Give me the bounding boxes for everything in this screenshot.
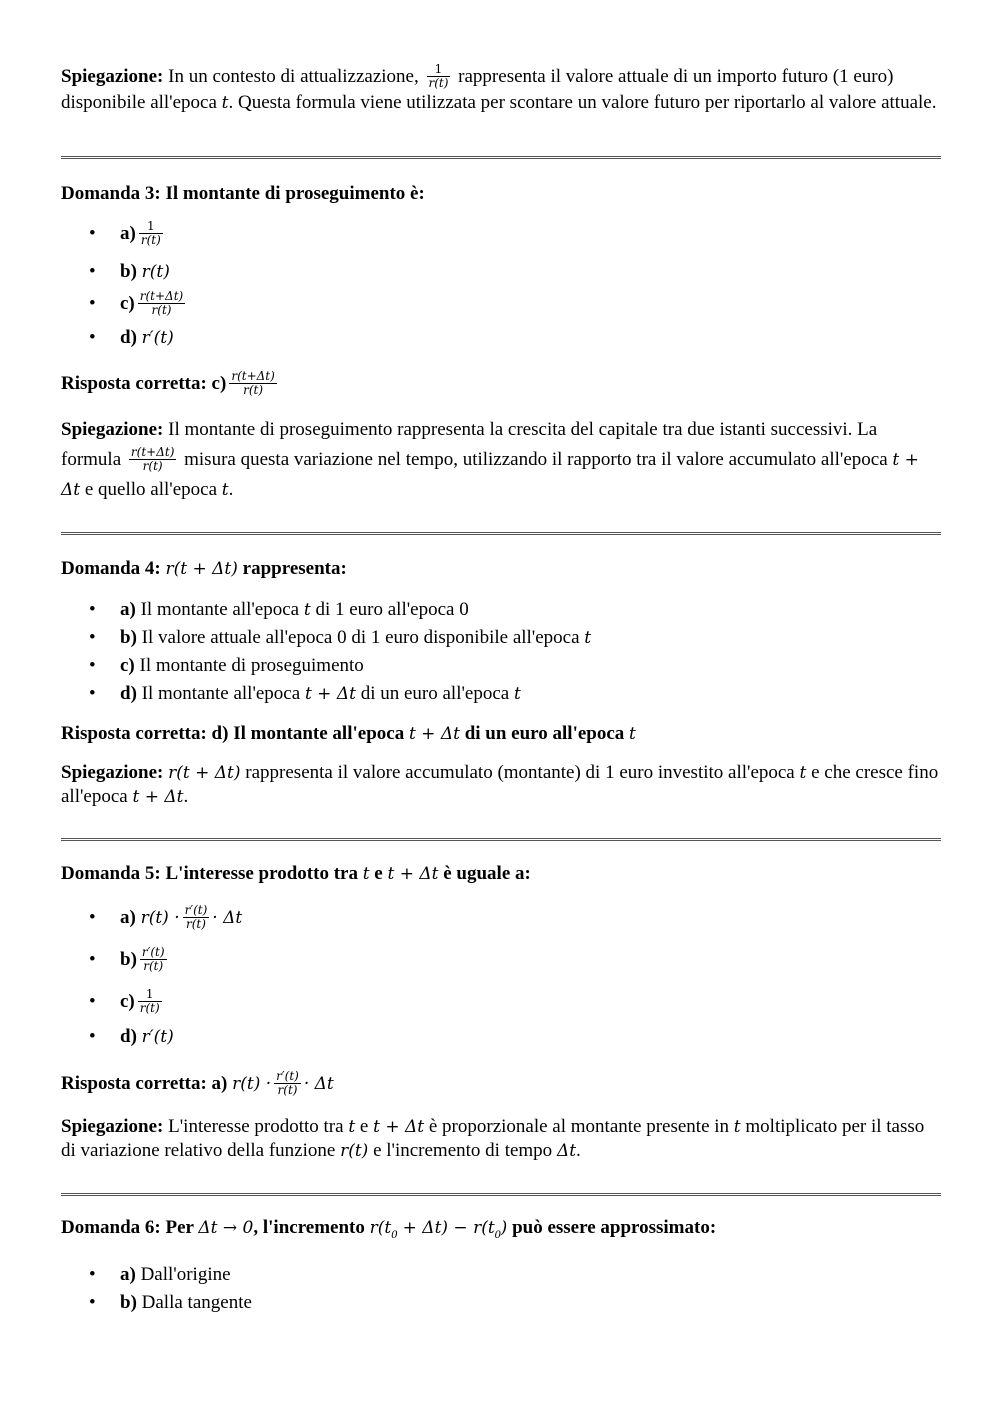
section-divider — [61, 156, 941, 159]
option-c: • c) Il montante di proseguimento — [61, 654, 941, 682]
option-d: • d) r′(t) — [61, 1022, 941, 1052]
section-divider — [61, 532, 941, 535]
question-3-options — [61, 219, 941, 353]
section-divider — [61, 1193, 941, 1196]
correct-answer-q3: Risposta corretta: c) $\frac{r(t+\Delta t)}{r(t)}$ — [61, 369, 275, 398]
option-d: • d) Il montante all'epoca t + Δt di un euro all'epoca t — [61, 682, 941, 710]
question-5-options — [61, 900, 941, 1052]
question-6-title: Domanda 6: Per Δt → 0, l'incremento $r(t_0 + \Delta t) - r(t_0)$ può essere approssimato: — [61, 1217, 717, 1241]
explanation-paragraph-q5: Spiegazione: L'interesse prodotto tra t e t + Δt è proporzionale al montante presente in t moltiplicato per il tasso di variazione relativo della funzione r(t) e l'incremento di tempo Δt. — [61, 1116, 925, 1161]
option-b: • b) Dalla tangente — [61, 1291, 941, 1319]
correct-answer-q4: Risposta corretta: d) Il montante all'epoca t + Δt di un euro all'epoca t — [61, 723, 636, 744]
option-a: • a) Il montante all'epoca t di 1 euro all'epoca 0 — [61, 598, 941, 626]
option-a: • a) $\frac{1}{r(t)}$ — [61, 219, 941, 255]
fraction: $\frac{1}{r(t)}$ — [428, 62, 449, 90]
option-b: • b) r(t) — [61, 255, 941, 289]
option-c: • c) $\frac{1}{r(t)}$ — [61, 984, 941, 1022]
question-4-title: Domanda 4: r(t + Δt) rappresenta: — [61, 558, 347, 579]
explanation-label: Spiegazione: — [61, 65, 164, 87]
option-a: • a) Dall'origine — [61, 1263, 941, 1291]
option-b: • b) $\frac{r'(t)}{r(t)}$ — [61, 942, 941, 984]
option-b: • b) Il valore attuale all'epoca 0 di 1 euro disponibile all'epoca t — [61, 626, 941, 654]
option-d: • d) r′(t) — [61, 323, 941, 353]
section-divider — [61, 838, 941, 841]
question-6-options — [61, 1263, 941, 1319]
explanation-paragraph-q4: Spiegazione: r(t + Δt) rappresenta il valore accumulato (montante) di 1 euro investito all'epoca t e che cresce fino all'epoca t + Δt. — [61, 762, 939, 807]
document-page — [61, 60, 941, 1319]
question-4-options — [61, 598, 941, 710]
option-a: • a) r(t) · $\frac{r'(t)}{r(t)}$ · Δt — [61, 900, 941, 942]
question-3-title: Domanda 3: Il montante di proseguimento è: — [61, 183, 425, 204]
question-5-title: Domanda 5: L'interesse prodotto tra t e t + Δt è uguale a: — [61, 863, 531, 884]
correct-answer-q5: Risposta corretta: a) r(t) · $\frac{r'(t)}{r(t)}$ · Δt — [61, 1069, 334, 1098]
option-c: • c) $\frac{r(t+\Delta t)}{r(t)}$ — [61, 289, 941, 323]
explanation-paragraph-q2: Spiegazione: In un contesto di attualizzazione, $\frac{1}{r(t)}$ rappresenta il valore attuale di un importo futuro (1 euro) disponibile all'epoca t. Questa formula viene utilizzata per scontare un valore futuro per riportarlo al valore attuale. — [61, 62, 937, 113]
explanation-paragraph-q3: Spiegazione: Il montante di proseguimento rappresenta la crescita del capitale tra due istanti successivi. La formula $\frac{r(t+\Delta t)}{r(t)}$ misura questa variazione nel tempo, utilizzando il rapporto tra il valore accumulato all'epoca t + Δt e quello all'epoca t. — [61, 419, 919, 500]
